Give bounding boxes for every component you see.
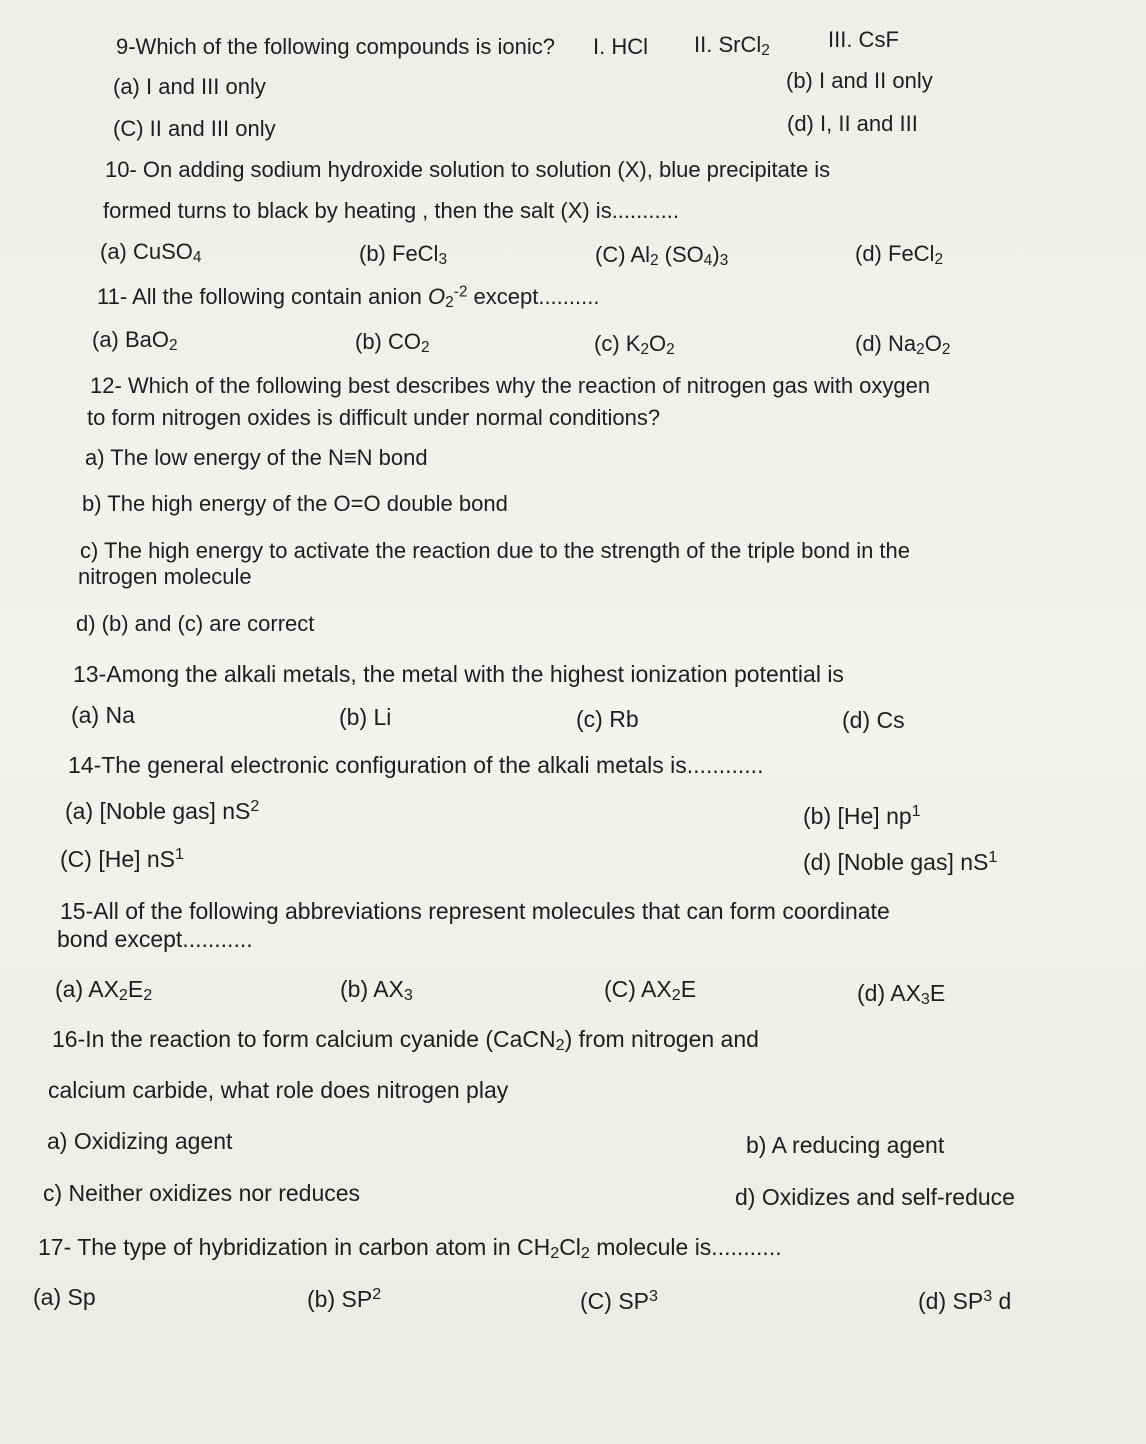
q11-option-c [594,330,675,358]
q10-option-c [595,241,728,269]
text-fragment: 15-All of the following abbreviations represent molecules that can form coordinate [60,898,890,924]
text-fragment: (d) [Noble gas] nS [803,849,989,875]
text-fragment: 16-In the reaction to form calcium cyanide (CaCN [52,1026,556,1052]
text-fragment: (a) Sp [33,1284,96,1310]
text-fragment: (b) AX [340,976,404,1002]
text-fragment: 3 [403,986,413,1005]
text-fragment: (b) CO [355,329,421,354]
text-fragment: E [680,976,697,1002]
q11-option-a [92,326,178,354]
q13-option-a [71,701,135,729]
text-fragment: (d) I, II and III [787,111,918,136]
text-fragment: (b) FeCl [359,241,439,266]
text-fragment: (b) [He] np [803,803,912,829]
q12-option-c-line2 [78,563,252,591]
q14-option-a [65,797,259,825]
text-fragment: 2 [761,42,770,60]
text-fragment: 4 [192,249,202,267]
text-fragment: (d) SP [918,1288,984,1314]
q14-option-d [803,848,997,876]
text-fragment: to form nitrogen oxides is difficult under normal conditions? [87,405,661,430]
text-fragment: bond except........... [57,926,253,952]
text-fragment: a) Oxidizing agent [47,1128,233,1154]
text-fragment: (C) AX [604,976,672,1002]
text-fragment: 2 [550,1244,560,1263]
q9-option-d [787,110,918,138]
text-fragment: (d) AX [857,980,921,1006]
q16-option-d [735,1183,1015,1211]
text-fragment: 1 [988,847,998,866]
text-fragment: a) The low energy of the N≡N bond [85,445,428,470]
text-fragment: 2 [445,294,454,312]
q9-stem [116,33,555,61]
text-fragment: 12- Which of the following best describes why the reaction of nitrogen gas with oxygen [90,373,931,398]
text-fragment: 9-Which of the following compounds is ionic? [116,34,556,59]
q12-stem-line1 [90,372,930,400]
text-fragment: I. HCl [593,34,648,59]
text-fragment: (a) I and III only [113,74,266,99]
q11-option-b [355,328,430,356]
q14-stem [68,751,763,779]
q15-option-d [857,979,945,1007]
q10-option-b [359,240,447,268]
q11-option-d [855,330,950,358]
text-fragment: 2 [169,337,178,355]
text-fragment: 2 [580,1244,590,1263]
text-fragment: 3 [983,1286,993,1305]
q16-option-b [746,1131,944,1159]
q17-option-d [918,1287,1011,1315]
text-fragment: 1 [911,801,921,820]
q17-option-a [33,1283,96,1311]
q15-option-a [55,975,152,1003]
text-fragment: (C) II and III only [113,116,276,141]
text-fragment: (C) SP [580,1288,649,1314]
q12-option-d [76,610,314,638]
text-fragment: 2 [250,796,260,815]
q15-option-c [604,975,696,1003]
text-fragment: 2 [666,341,675,359]
text-fragment: (d) Cs [842,707,905,733]
text-fragment: (b) Li [339,704,392,730]
text-fragment: 14-The general electronic configuration of the alkali metals is............ [68,752,764,778]
text-fragment: except.......... [467,284,600,309]
text-fragment: (b) SP [307,1286,373,1312]
text-fragment: E [929,980,946,1006]
q9-item-ii [694,31,770,59]
q9-item-i [593,33,648,61]
text-fragment: 11- All the following contain anion [97,284,429,309]
q10-option-d [855,240,943,268]
text-fragment: c) Neither oxidizes nor reduces [43,1180,361,1206]
text-fragment: ) from nitrogen and [564,1026,759,1052]
text-fragment: b) The high energy of the O=O double bond [82,491,508,516]
text-fragment: (a) BaO [92,327,170,352]
text-fragment: 2 [372,1284,382,1303]
text-fragment: calcium carbide, what role does nitrogen play [48,1077,509,1103]
text-fragment: 3 [438,251,448,269]
q10-option-a [100,238,201,266]
text-fragment: -2 [453,283,468,301]
text-fragment: Cl [559,1234,581,1260]
text-fragment: 2 [941,341,951,359]
text-fragment: 2 [421,339,430,357]
q16-option-a [47,1127,232,1155]
q14-option-c [60,845,184,873]
text-fragment: nitrogen molecule [78,564,252,589]
text-fragment: b) A reducing agent [746,1132,945,1158]
q12-stem-line2 [87,404,660,432]
q13-stem [73,660,844,688]
q17-option-c [580,1287,658,1315]
q13-option-b [339,703,391,731]
q13-option-c [576,705,639,733]
text-fragment: (b) I and II only [786,68,933,93]
text-fragment: 2 [650,252,659,270]
q17-option-b [307,1285,381,1313]
text-fragment: III. CsF [828,27,899,52]
text-fragment: II. SrCl [694,32,762,57]
text-fragment: 3 [649,1286,658,1305]
text-fragment: (SO [658,242,704,267]
q10-stem-line2 [103,197,679,225]
q9-option-a [113,73,266,101]
q10-stem-line1 [105,156,830,184]
text-fragment: (d) FeCl [855,241,935,266]
text-fragment: (c) Rb [576,706,639,732]
text-fragment: 1 [175,844,184,863]
text-fragment: 13-Among the alkali metals, the metal with the highest ionization potential is [73,661,844,687]
text-fragment: E [127,976,144,1002]
q12-option-b [82,490,508,518]
text-fragment: c) The high energy to activate the reaction due to the strength of the triple bond in the [80,538,911,563]
q15-stem-line2 [57,925,253,953]
q17-stem [38,1233,782,1261]
q12-option-a [85,444,428,472]
text-fragment: 2 [934,251,944,269]
q14-option-b [803,802,921,830]
text-fragment: (a) Na [71,702,135,728]
q9-item-iii [828,26,899,54]
text-fragment: O [649,331,667,356]
text-fragment: (C) Al [595,242,650,267]
q9-option-c [113,115,276,143]
text-fragment: 2 [640,341,650,359]
text-fragment: (a) [Noble gas] nS [65,798,251,824]
q16-stem-line2 [48,1076,508,1104]
text-fragment: d) Oxidizes and self-reduce [735,1184,1015,1210]
text-fragment: 10- On adding sodium hydroxide solution to solution (X), blue precipitate is [105,157,831,182]
text-fragment: 3 [920,990,930,1009]
q15-option-b [340,975,413,1003]
q11-stem [97,283,599,311]
q9-option-b [786,67,933,95]
text-fragment: 2 [916,341,925,359]
text-fragment: ) [712,242,720,267]
text-fragment: d) (b) and (c) are correct [76,611,315,636]
q12-option-c-line1 [80,537,910,565]
text-fragment: 2 [143,986,153,1005]
text-fragment: (d) Na [855,331,917,356]
text-fragment: formed turns to black by heating , then the salt (X) is........... [103,198,679,223]
q11-anion: O [428,284,446,309]
text-fragment: 2 [671,986,681,1005]
text-fragment: 17- The type of hybridization in carbon atom in CH [38,1234,551,1260]
text-fragment: (c) K [594,331,641,356]
q15-stem-line1 [60,897,890,925]
text-fragment: molecule is........... [589,1234,782,1260]
q13-option-d [842,706,905,734]
text-fragment: (a) CuSO [100,239,193,264]
text-fragment: 2 [555,1036,565,1055]
text-fragment: O [924,331,942,356]
q16-option-c [43,1179,360,1207]
text-fragment: 4 [703,252,713,270]
text-fragment: (a) AX [55,976,119,1002]
text-fragment: 2 [118,986,128,1005]
text-fragment: (C) [He] nS [60,846,176,872]
text-fragment: d [992,1288,1012,1314]
q16-stem-line1 [52,1025,759,1053]
text-fragment: 3 [719,252,729,270]
